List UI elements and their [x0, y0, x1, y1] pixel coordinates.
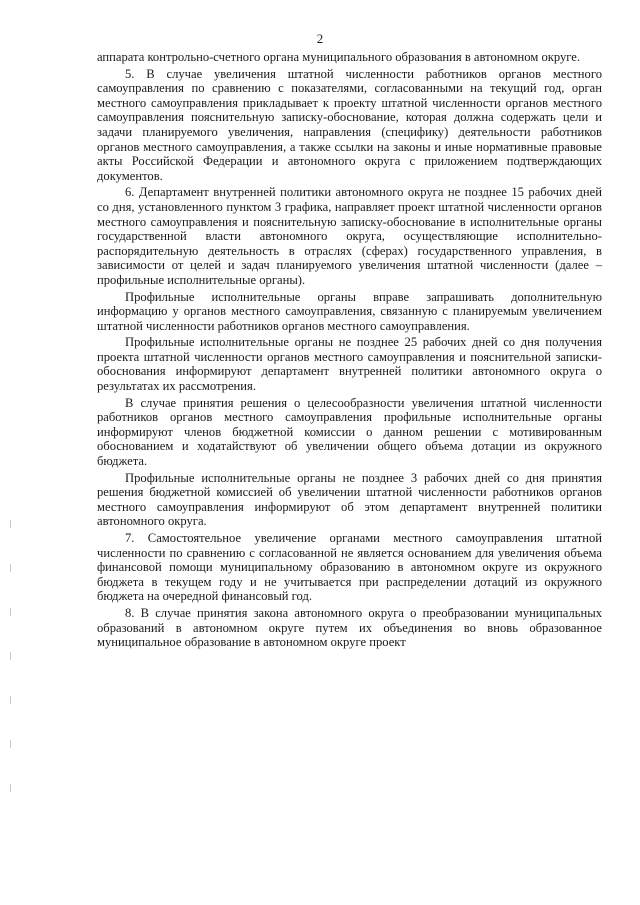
- document-body: [97, 50, 602, 650]
- scan-mark: [10, 696, 11, 704]
- scan-margin-marks: [10, 520, 14, 828]
- scan-mark: [10, 520, 11, 528]
- paragraph-1: аппарата контрольно-счетного органа муниципального образования в автономном округе.: [97, 50, 581, 64]
- scan-mark: [10, 564, 11, 572]
- paragraph-9: 8. В случае принятия закона автономного округа о преобразовании муниципальных образований в автономном округе путем их объединения во вновь образованное муниципальное образование в автономном округе проект: [97, 605, 602, 650]
- scan-mark: [10, 608, 11, 616]
- scan-mark: [10, 652, 11, 660]
- paragraph-2: 5. В случае увеличения штатной численности работников органов местного самоуправления по сравнению с показателями, согласованными на текущий год, орган местного самоуправления прикладывает к проекту штатной численности органов местного самоуправления пояснительную записку-обоснование, которая должна содержать цели и задачи планируемого увеличения, направления (специфику) деятельности работников органов местного самоуправления, а также ссылки на законы и иные нормативные правовые акты Российской Федерации и автономного округа с приложением подтверждающих документов.: [97, 66, 602, 183]
- paragraph-8: 7. Самостоятельное увеличение органами местного самоуправления штатной численности по сравнению с согласованной не является основанием для увеличения объема финансовой помощи муниципальному образованию в автономном округе из окружного бюджета в текущем году и не учитывается при распределении дотаций из окружного бюджета на очередной финансовый год.: [97, 531, 602, 604]
- scan-mark: [10, 740, 11, 748]
- page-number: 2: [316, 31, 324, 46]
- paragraph-5: Профильные исполнительные органы не позднее 25 рабочих дней со дня получения проекта штатной численности органов местного самоуправления и пояснительной записки-обоснования информируют департамент внутренней политики автономного округа о результатах их рассмотрения.: [97, 335, 602, 394]
- paragraph-4: Профильные исполнительные органы вправе запрашивать дополнительную информацию у органов местного самоуправления, связанную с планируемым увеличением штатной численности работников органов местного самоуправления.: [97, 289, 602, 333]
- scan-mark: [10, 784, 11, 792]
- paragraph-6: В случае принятия решения о целесообразности увеличения штатной численности работников органов местного самоуправления профильные исполнительные органы информируют членов бюджетной комиссии о данном решении с мотивированным обоснованием и ходатайствуют об увеличении общего объема дотации из окружного бюджета.: [97, 395, 602, 469]
- paragraph-7: Профильные исполнительные органы не позднее 3 рабочих дней со дня принятия решения бюджетной комиссией об увеличении штатной численности работников органов местного самоуправления информируют об этом департамент внутренней политики автономного округа.: [97, 470, 602, 529]
- paragraph-3: 6. Департамент внутренней политики автономного округа не позднее 15 рабочих дней со дня, установленного пунктом 3 графика, направляет проект штатной численности органов местного самоуправления и пояснительную записку-обоснование в исполнительные органы государственной власти автономного округа, осуществляющие исполнительно-распорядительную деятельность в отраслях (сферах) государственного управления, в зависимости от целей и задач планируемого увеличения штатной численности (далее – профильные исполнительные органы).: [97, 185, 602, 287]
